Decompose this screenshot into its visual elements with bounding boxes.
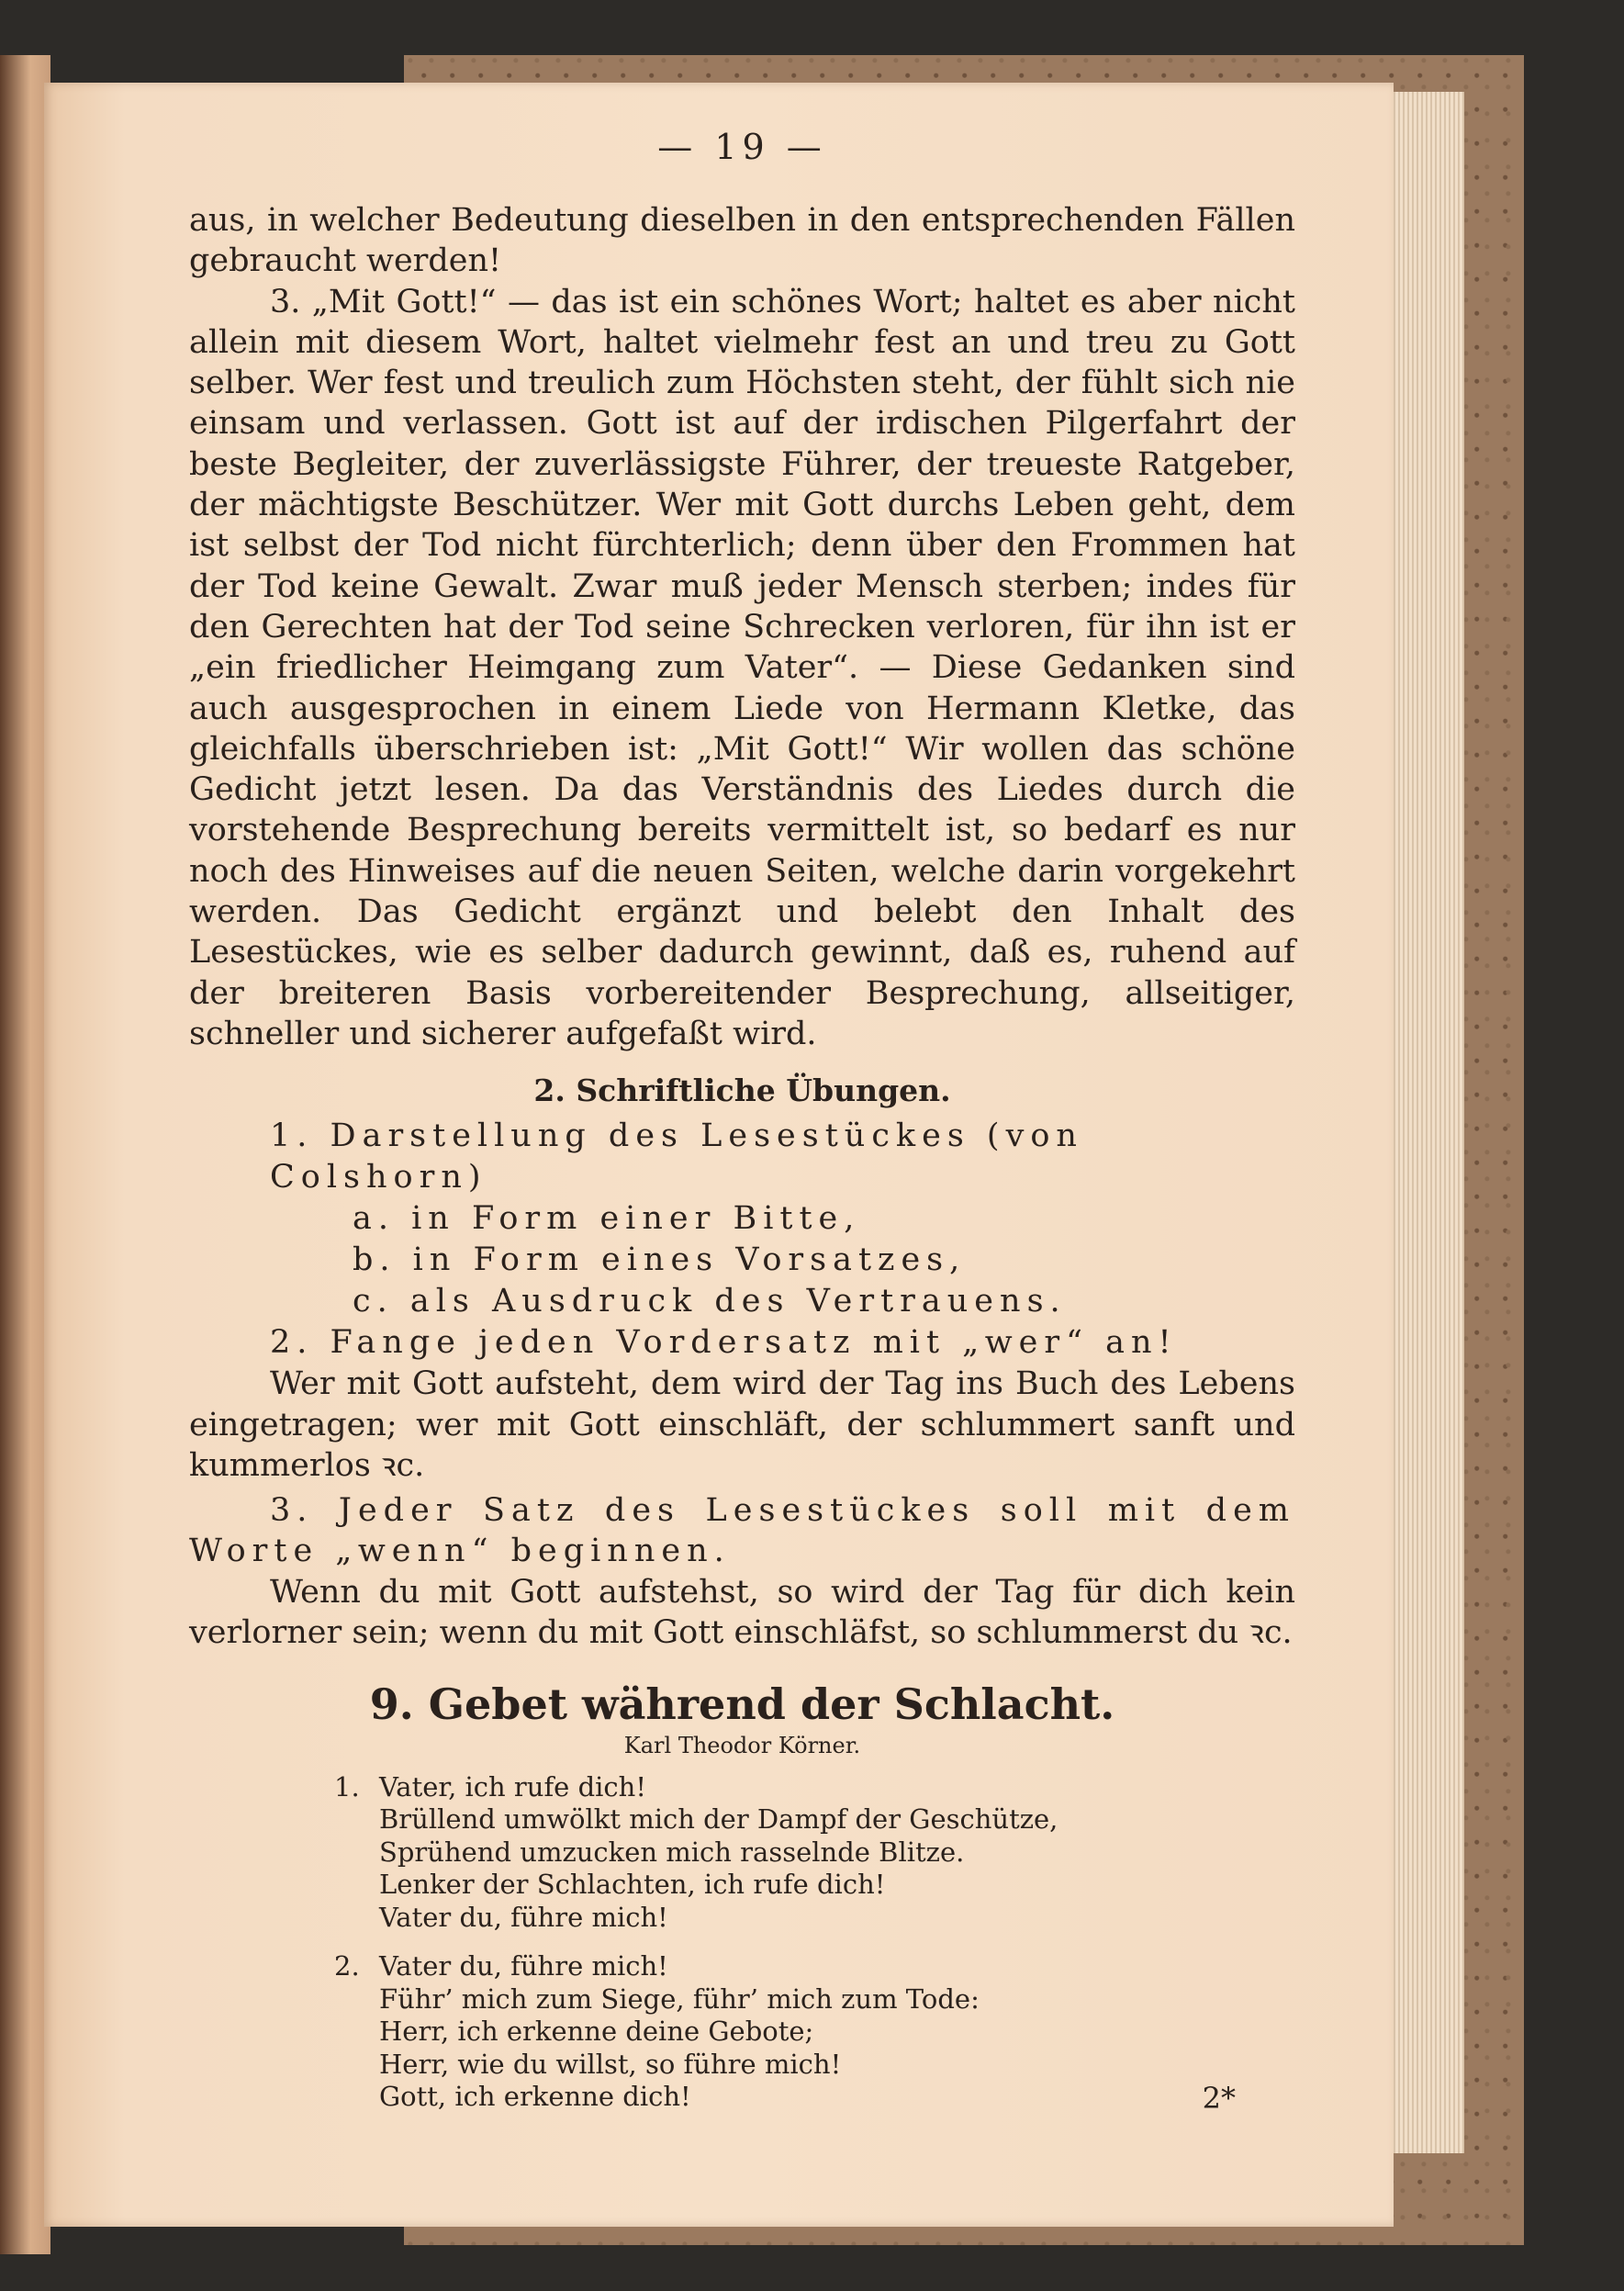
poem-author: Karl Theodor Körner. [623,1732,861,1758]
poem-line: Vater du, führe mich! [379,1950,668,1982]
exercise-2-head: 2. Fange jeden Vordersatz mit „wer“ an! [270,1324,1178,1362]
poem-line: Führ’ mich zum Siege, führ’ mich zum Tode: [379,1982,980,2015]
exercise-3-head: 3. Jeder Satz des Lesestückes soll mit dem Worte „wenn“ beginnen. [189,1491,1295,1570]
poem-title: 9. Gebet während der Schlacht. [369,1679,1115,1729]
page-content [189,127,1295,2147]
poem-line: Herr, wie du willst, so führe mich! [379,2048,842,2080]
exercise-3-answer: Wenn du mit Gott aufstehst, so wird der Tag für dich kein verlorner sein; wenn du mit Gott einschläfst, so schlummerst du ꝛc. [189,1573,1295,1652]
book-page [44,83,1394,2227]
exercise-1-item-a: a. in Form einer Bitte, [353,1200,861,1238]
poem-stanza-1 [189,1771,1295,1935]
stanza-number: 2. [334,1950,360,1982]
signature-mark: 2* [1202,2081,1236,2116]
paragraph-3: 3. „Mit Gott!“ — das ist ein schönes Wort; haltet es aber nicht allein mit diesem Wort, haltet vielmehr fest an und treu zu Gott selber. Wer fest und treulich zum Höchsten steht, der fühlt sich nie einsam und verlassen. Gott ist auf der irdischen Pilgerfahrt der beste Begleiter, der zuverlässigste Führer, der treueste Ratgeber, der mächtigste Beschützer. Wer mit Gott durchs Leben geht, dem ist selbst der Tod nicht fürchterlich; denn über den Frommen hat der Tod keine Gewalt. Zwar muß jeder Mensch sterben; indes für den Gerechten hat der Tod seine Schrecken verloren, für ihn ist er „ein friedlicher Heimgang zum Vater“. — Diese Gedanken sind auch ausgesprochen in einem Liede von Hermann Kletke, das gleichfalls überschrieben ist: „Mit Gott!“ Wir wollen das schöne Gedicht jetzt lesen. Da das Verständnis des Liedes durch die vorstehende Besprechung bereits vermittelt ist, so bedarf es nur noch des Hinweises auf die neuen Seiten, welche darin vorgekehrt werden. Das Gedicht ergänzt und belebt den Inhalt des Lesestückes, wie es selber dadurch gewinnt, daß es, ruhend auf der breiteren Basis vorbereitender Besprechung, allseitiger, schneller und sicherer aufgefaßt wird. [189,283,1295,1052]
section-title: 2. Schriftliche Übungen. [533,1073,951,1109]
poem-line: Lenker der Schlachten, ich rufe dich! [379,1869,886,1901]
poem-stanza-2 [189,1950,1295,2114]
exercise-2-answer: Wer mit Gott aufsteht, dem wird der Tag ins Buch des Lebens eingetragen; wer mit Gott einschläft, der schlummert sanft und kummerlos ꝛc. [189,1365,1295,1485]
exercise-1-item-b: b. in Form eines Vorsatzes, [353,1241,967,1279]
exercise-1-item-c: c. als Ausdruck des Vertrauens. [353,1283,1067,1320]
poem-line: Brüllend umwölkt mich der Dampf der Geschütze, [379,1803,1058,1836]
poem-line: Gott, ich erkenne dich! [379,2081,691,2113]
poem-line: Sprühend umzucken mich rasselnde Blitze. [379,1836,965,1868]
poem-line: Vater du, führe mich! [379,1901,668,1933]
page-number: — 19 — [657,127,827,167]
poem-line: Herr, ich erkenne deine Gebote; [379,2016,814,2048]
paragraph-intro: aus, in welcher Bedeutung dieselben in den entsprechenden Fällen gebraucht werden! [189,202,1295,280]
poem-line: Vater, ich rufe dich! [379,1770,646,1802]
exercise-1-head: 1. Darstellung des Lesestückes (von Colshorn) [270,1117,1083,1196]
book-cover-left [0,55,50,2254]
stanza-number: 1. [334,1770,360,1802]
page-edge [1391,92,1464,2153]
